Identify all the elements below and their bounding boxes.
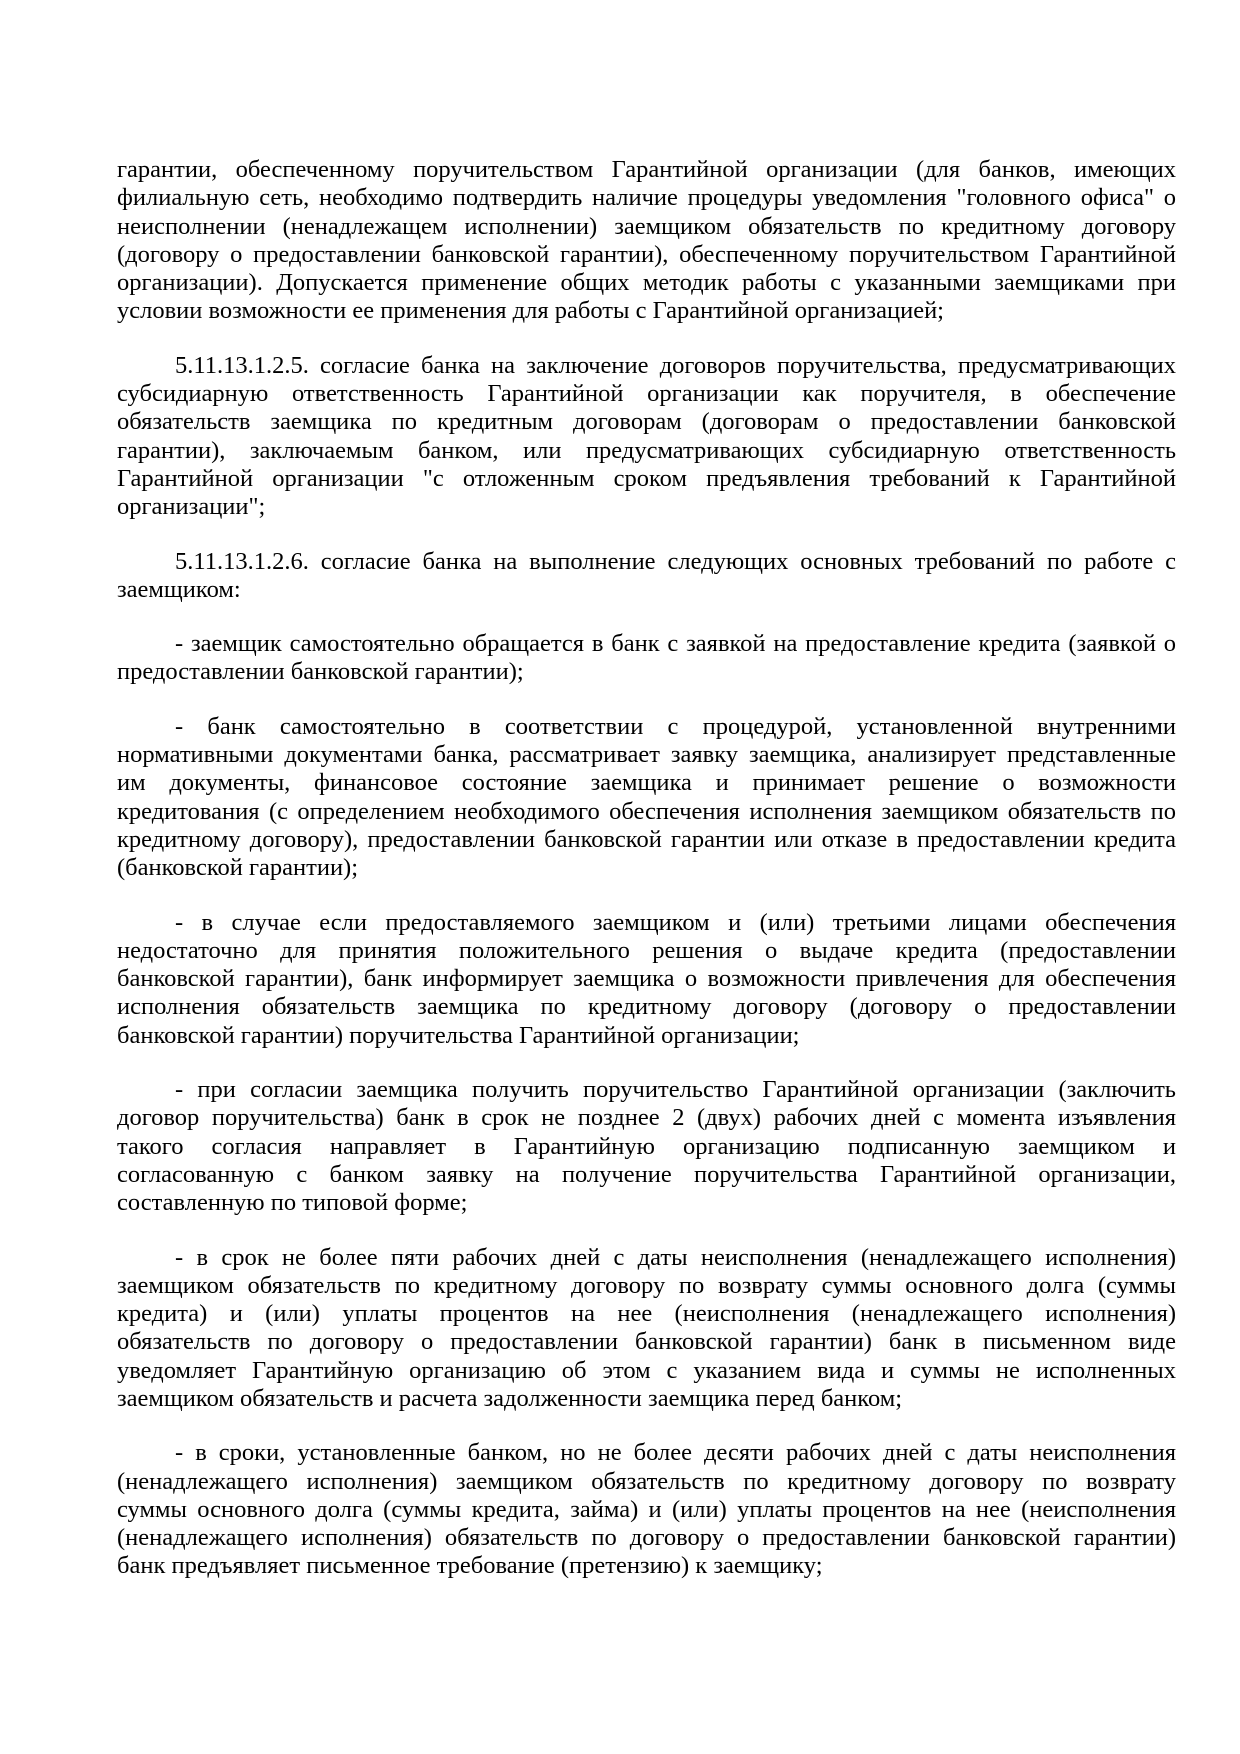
text-line: организации"; (117, 493, 266, 521)
text-line: предоставлении банковской гарантии); (117, 658, 524, 686)
paragraph (117, 1076, 1176, 1217)
paragraph (117, 909, 1176, 1050)
text-line: (ненадлежащего исполнения) обязательств по договору о предоставлении банковской гарантии) (117, 1524, 1176, 1552)
text-line: обязательств по договору о предоставлении банковской гарантии) банк в письменном виде (117, 1328, 1176, 1356)
text-line: кредитования (с определением необходимого обеспечения исполнения заемщиком обязательств по (117, 797, 1176, 825)
text-line: - в срок не более пяти рабочих дней с даты неисполнения (ненадлежащего исполнения) (175, 1243, 1176, 1271)
text-line: - в случае если предоставляемого заемщиком и (или) третьими лицами обеспечения (175, 908, 1176, 936)
text-line: 5.11.13.1.2.5. согласие банка на заключение договоров поручительства, предусматривающих (175, 351, 1176, 379)
text-line: (банковской гарантии); (117, 854, 359, 882)
paragraph (117, 352, 1176, 522)
text-line: заемщиком: (117, 575, 241, 603)
text-line: субсидиарную ответственность Гарантийной организации как поручителя, в обеспечение (117, 380, 1176, 408)
paragraph (117, 1439, 1176, 1580)
text-line: Гарантийной организации "с отложенным сроком предъявления требований к Гарантийной (117, 464, 1176, 492)
text-line: банк предъявляет письменное требование (претензию) к заемщику; (117, 1552, 823, 1580)
text-line: согласованную с банком заявку на получение поручительства Гарантийной организации, (117, 1160, 1176, 1188)
text-line: - заемщик самостоятельно обращается в банк с заявкой на предоставление кредита (заявкой о (175, 630, 1176, 658)
paragraph (117, 548, 1176, 605)
text-line: организации). Допускается применение общих методик работы с указанными заемщиками при (117, 269, 1176, 297)
text-line: гарантии, обеспеченному поручительством Гарантийной организации (для банков, имеющих (117, 156, 1176, 183)
paragraph (117, 713, 1176, 883)
text-line: заемщиком обязательств и расчета задолженности заемщика перед банком; (117, 1384, 903, 1412)
text-line: банковской гарантии), банк информирует заемщика о возможности привлечения для обеспечения (117, 965, 1176, 993)
text-line: договор поручительства) банк в срок не позднее 2 (двух) рабочих дней с момента изъявления (117, 1104, 1176, 1132)
text-line: исполнения обязательств заемщика по кредитному договору (договору о предоставлении (117, 993, 1176, 1021)
document-page (117, 156, 1176, 1607)
text-line: им документы, финансовое состояние заемщика и принимает решение о возможности (117, 769, 1176, 797)
text-line: - в сроки, установленные банком, но не более десяти рабочих дней с даты неисполнения (175, 1439, 1176, 1467)
text-line: условии возможности ее применения для работы с Гарантийной организацией; (117, 297, 944, 325)
text-line: нормативными документами банка, рассматривает заявку заемщика, анализирует представленные (117, 741, 1176, 769)
paragraph (117, 156, 1176, 326)
text-line: (договору о предоставлении банковской гарантии), обеспеченному поручительством Гарантийной (117, 240, 1176, 268)
text-line: уведомляет Гарантийную организацию об этом с указанием вида и суммы не исполненных (117, 1356, 1176, 1384)
text-line: составленную по типовой форме; (117, 1189, 468, 1217)
text-line: такого согласия направляет в Гарантийную организацию подписанную заемщиком и (117, 1132, 1176, 1160)
text-line: филиальную сеть, необходимо подтвердить наличие процедуры уведомления "головного офиса" о (117, 184, 1176, 212)
text-line: заемщиком обязательств по кредитному договору по возврату суммы основного долга (суммы (117, 1271, 1176, 1299)
text-line: гарантии), заключаемым банком, или предусматривающих субсидиарную ответственность (117, 436, 1176, 464)
paragraph (117, 630, 1176, 687)
text-line: кредитному договору), предоставлении банковской гарантии или отказе в предоставлении кредита (117, 825, 1176, 853)
text-line: суммы основного долга (суммы кредита, займа) и (или) уплаты процентов на нее (неисполнения (117, 1495, 1176, 1523)
text-line: - банк самостоятельно в соответствии с процедурой, установленной внутренними (175, 712, 1176, 740)
paragraph (117, 1244, 1176, 1414)
text-line: (ненадлежащего исполнения) заемщиком обязательств по кредитному договору по возврату (117, 1467, 1176, 1495)
text-line: банковской гарантии) поручительства Гарантийной организации; (117, 1021, 800, 1049)
text-line: кредита) и (или) уплаты процентов на нее (неисполнения (ненадлежащего исполнения) (117, 1300, 1176, 1328)
text-line: - при согласии заемщика получить поручительство Гарантийной организации (заключить (175, 1076, 1176, 1104)
text-line: неисполнении (ненадлежащем исполнении) заемщиком обязательств по кредитному договору (117, 212, 1176, 240)
text-line: обязательств заемщика по кредитным договорам (договорам о предоставлении банковской (117, 408, 1176, 436)
text-line: недостаточно для принятия положительного решения о выдаче кредита (предоставлении (117, 936, 1176, 964)
text-line: 5.11.13.1.2.6. согласие банка на выполнение следующих основных требований по работе с (175, 547, 1176, 575)
